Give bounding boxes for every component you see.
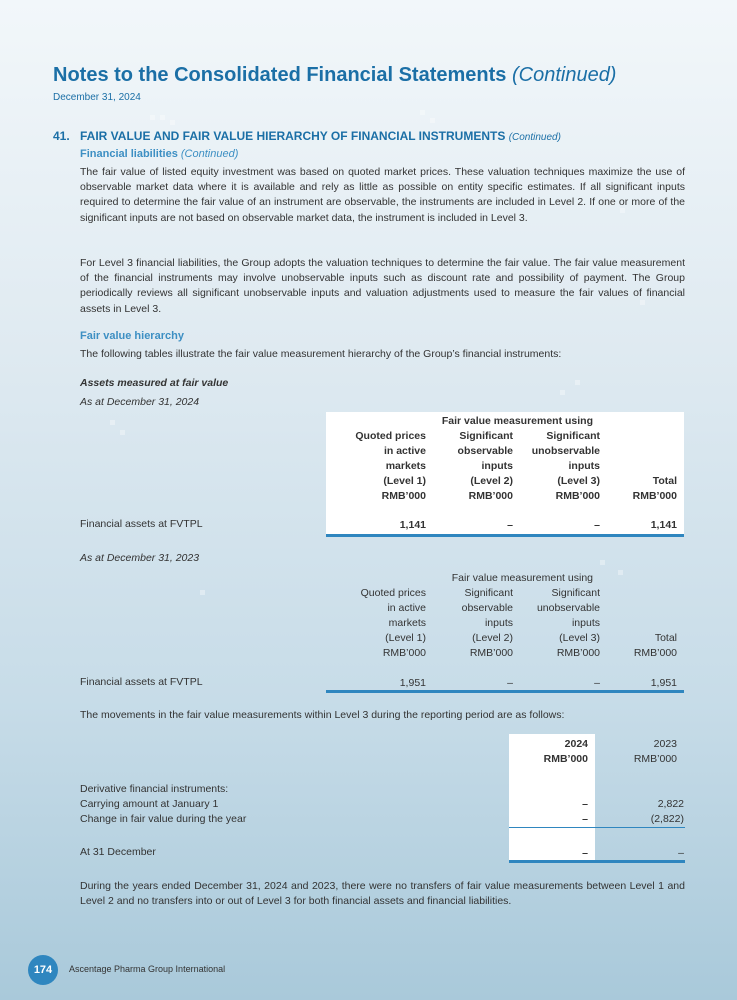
page-date: December 31, 2024 xyxy=(53,92,141,103)
header-line: markets xyxy=(385,460,426,472)
assets-measured-heading: Assets measured at fair value xyxy=(80,377,229,389)
footer-company: Ascentage Pharma Group International xyxy=(69,964,226,974)
page-title-text: Notes to the Consolidated Financial Statements xyxy=(53,64,507,86)
table-2023-group-header: Fair value measurement using xyxy=(451,572,593,584)
table-2024-row xyxy=(0,518,737,534)
financial-liabilities-heading-text: Financial liabilities xyxy=(80,148,178,160)
table-cell: – xyxy=(507,519,513,531)
paragraph-level3-liabilities: For Level 3 financial liabilities, the Group adopts the valuation techniques to determine the fair value. The fair value measurement of the financial instruments may involve unobservable inputs such as discount rate and possibility of payment. The Group periodically reviews all significant unobservable inputs and valuation adjustments used to measure the fair values of financial assets in Level 3. xyxy=(80,257,685,315)
header-line: Significant xyxy=(459,430,513,442)
header-line: RMB’000 xyxy=(468,490,513,502)
header-line: inputs xyxy=(571,617,600,629)
header-line: Quoted prices xyxy=(360,587,426,599)
movements-total-label: At 31 December xyxy=(80,846,156,858)
header-line: RMB’000 xyxy=(381,490,426,502)
as-at-2024-label: As at December 31, 2024 xyxy=(80,396,200,408)
page-number-badge: 174 xyxy=(28,955,58,985)
movements-row-label: Carrying amount at January 1 xyxy=(80,798,219,810)
header-line: inputs xyxy=(484,617,513,629)
movements-col-2023 xyxy=(600,737,677,767)
header-line: inputs xyxy=(568,460,600,472)
header-line: observable xyxy=(457,445,513,457)
financial-liabilities-continued: (Continued) xyxy=(180,148,239,160)
header-line: Total xyxy=(654,632,677,644)
header-line: RMB’000 xyxy=(633,753,677,765)
header-line: 2023 xyxy=(653,738,677,750)
header-line: observable xyxy=(461,602,513,614)
page-title-continued: (Continued) xyxy=(511,64,617,86)
header-line: (Level 1) xyxy=(385,632,426,644)
table-cell: 1,141 xyxy=(399,519,426,531)
movements-col-2024 xyxy=(505,737,588,767)
fair-value-table-2023 xyxy=(0,571,737,671)
header-line: Total xyxy=(652,475,677,487)
paragraph-listed-equity: The fair value of listed equity investment was based on quoted market prices. These valuation techniques maximize the use of observable market data where it is available and rely as little as possible on entity specific estimates. If all significant inputs required to determine the fair value of an instrument are observable, the instruments are included in Level 2. If one or more of the significant inputs are not based on observable market data, the instrument is included in Level 3. xyxy=(80,166,685,224)
fair-value-hierarchy-heading: Fair value hierarchy xyxy=(80,330,184,342)
header-line: (Level 2) xyxy=(470,475,513,487)
table-cell: 2,822 xyxy=(657,798,684,810)
header-line: RMB’000 xyxy=(555,490,600,502)
header-line: inputs xyxy=(481,460,513,472)
header-line: unobservable xyxy=(536,602,600,614)
header-line: markets xyxy=(388,617,426,629)
movements-total-rule xyxy=(509,860,685,863)
table-cell: – xyxy=(582,847,588,859)
header-line: Significant xyxy=(546,430,600,442)
hierarchy-intro: The following tables illustrate the fair value measurement hierarchy of the Group’s financial instruments: xyxy=(80,348,562,360)
header-line: unobservable xyxy=(531,445,600,457)
table-cell: – xyxy=(678,847,684,859)
paragraph-no-transfers: During the years ended December 31, 2024 and 2023, there were no transfers of fair value measurements between Level 1 and Level 2 and no transfers into or out of Level 3 for both financial assets and financial liabilities. xyxy=(80,880,685,908)
as-at-2023-label: As at December 31, 2023 xyxy=(80,552,200,564)
header-line: Significant xyxy=(464,587,513,599)
header-line: in active xyxy=(383,445,426,457)
header-line: (Level 2) xyxy=(472,632,513,644)
header-line: RMB’000 xyxy=(633,647,677,659)
header-line: (Level 3) xyxy=(559,632,600,644)
header-line: RMB’000 xyxy=(556,647,600,659)
table-cell: 1,141 xyxy=(650,519,677,531)
movements-table-header xyxy=(0,737,737,769)
table-2023-col-total xyxy=(605,631,677,661)
table-2023-row-label: Financial assets at FVTPL xyxy=(80,676,203,688)
header-line: RMB’000 xyxy=(469,647,513,659)
header-line: RMB’000 xyxy=(382,647,426,659)
table-2024-col-level3 xyxy=(515,429,600,504)
movements-row-label: Derivative financial instruments: xyxy=(80,783,229,795)
table-2024-col-level1 xyxy=(330,429,426,504)
table-2023-col-level2 xyxy=(430,586,513,661)
section-number: 41. xyxy=(53,129,70,143)
table-2024-group-header: Fair value measurement using xyxy=(441,415,593,427)
table-cell: – xyxy=(582,798,588,810)
table-cell: – xyxy=(594,519,600,531)
table-2024-total-rule xyxy=(326,534,684,537)
table-cell: 1,951 xyxy=(399,677,426,689)
header-line: RMB’000 xyxy=(543,753,588,765)
header-line: (Level 3) xyxy=(557,475,600,487)
table-2024-col-level2 xyxy=(430,429,513,504)
table-2024-col-total xyxy=(605,474,677,504)
table-2023-total-rule xyxy=(326,690,684,693)
table-cell: – xyxy=(582,813,588,825)
table-cell: – xyxy=(594,677,600,689)
table-cell: (2,822) xyxy=(650,813,684,825)
table-cell: 1,951 xyxy=(650,677,677,689)
table-cell: – xyxy=(507,677,513,689)
header-line: RMB’000 xyxy=(632,490,677,502)
movements-row-label: Change in fair value during the year xyxy=(80,813,247,825)
page-title xyxy=(53,64,616,87)
movements-table-body xyxy=(0,782,737,828)
financial-liabilities-heading xyxy=(80,148,238,160)
movements-intro: The movements in the fair value measurements within Level 3 during the reporting period are as follows: xyxy=(80,709,565,721)
header-line: (Level 1) xyxy=(383,475,426,487)
header-line: Significant xyxy=(551,587,600,599)
table-2023-col-level3 xyxy=(515,586,600,661)
table-2023-col-level1 xyxy=(330,586,426,661)
header-line: 2024 xyxy=(564,738,588,750)
movements-subtotal-rule xyxy=(509,827,685,828)
table-2024-row-label: Financial assets at FVTPL xyxy=(80,518,203,530)
header-line: Quoted prices xyxy=(355,430,426,442)
section-heading xyxy=(53,129,561,143)
header-line: in active xyxy=(387,602,426,614)
section-title-text: FAIR VALUE AND FAIR VALUE HIERARCHY OF FINANCIAL INSTRUMENTS xyxy=(80,129,506,143)
section-continued: (Continued) xyxy=(508,132,561,143)
